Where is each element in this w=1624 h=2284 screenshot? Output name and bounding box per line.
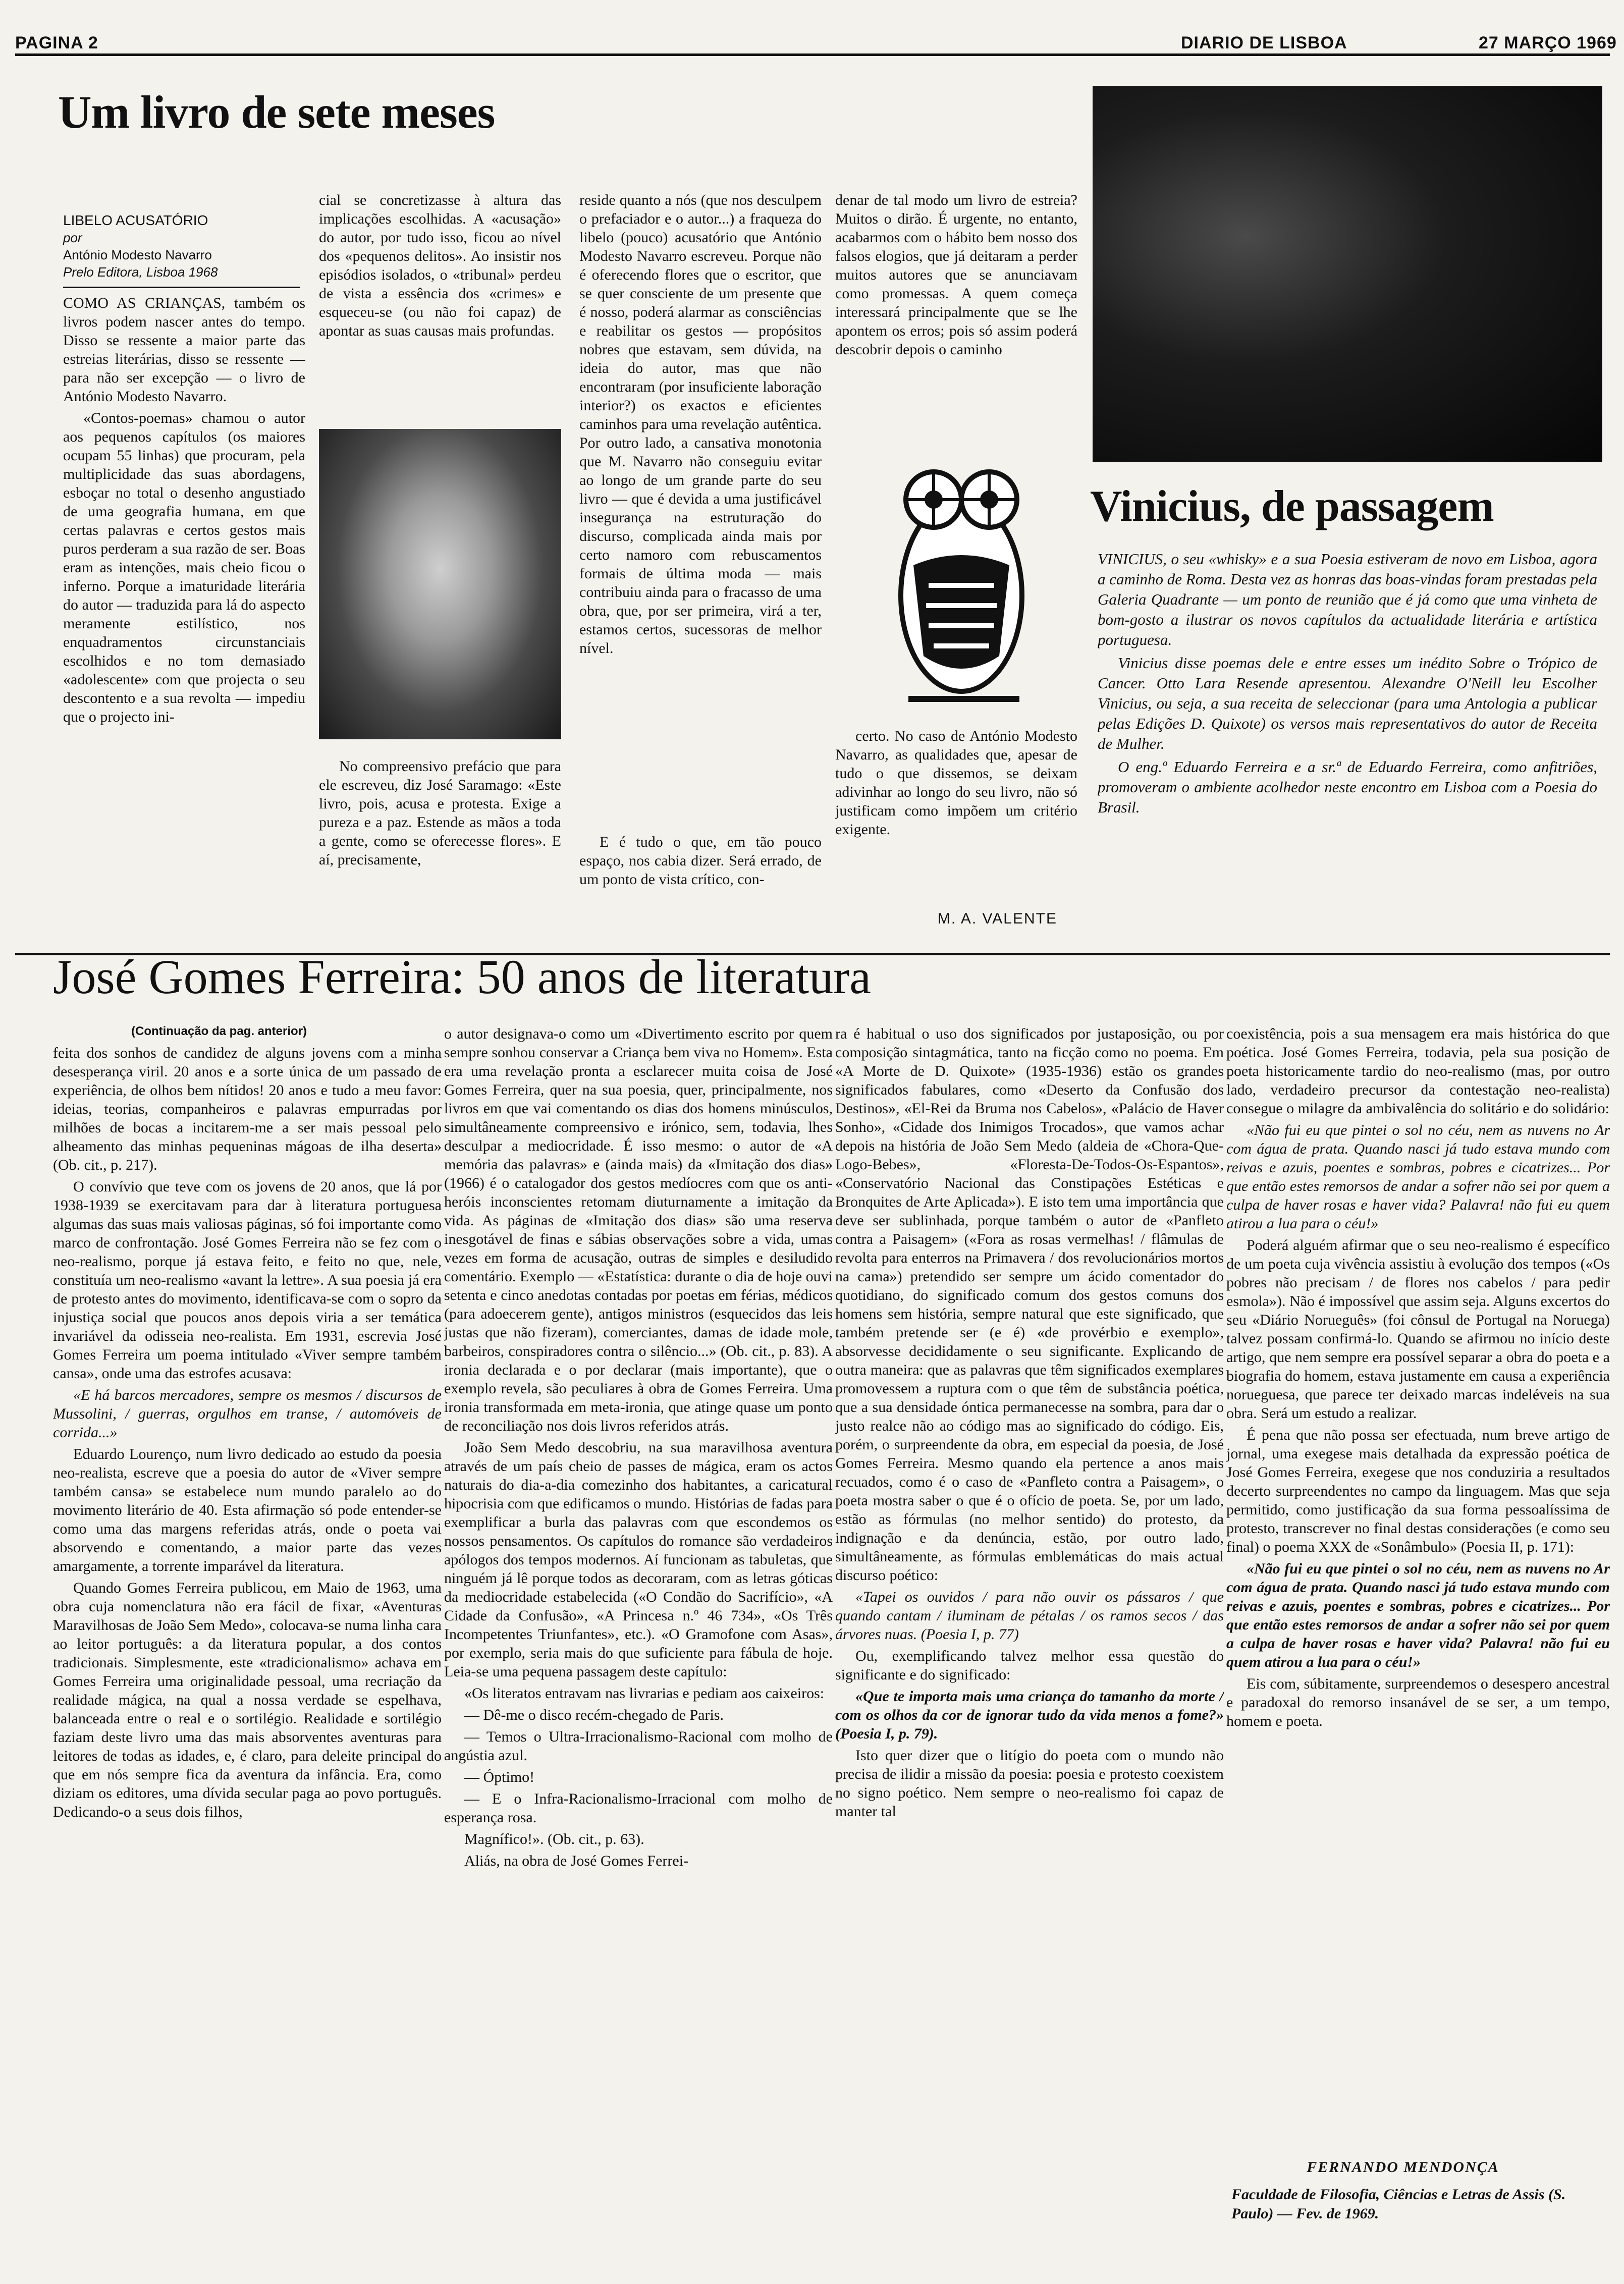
article1-column-3-top — [579, 191, 822, 811]
vinicius-paragraph: Vinicius disse poemas dele e entre esses um inédito Sobre o Trópico de Cancer. Otto Lara Resende apresentou. Alexandre O'Neill leu Escolher Vinicius, ou seja, a sua receita de seleccionar (para uma Antologia a publicar pelas Edições D. Quixote) os versos mais representativos do autor de Receita de Mulher. — [1098, 654, 1597, 752]
article1-paragraph: reside quanto a nós (que nos desculpem o prefaciador e o autor...) a fraqueza do libelo (pouco) acusatório que António Modesto Navarro escreveu. Porque não é oferecendo flores que o escritor, que se quer consciente de um presente que é nosso, poderá alarmar as consciências e reabilitar os gestos — propósitos nobres que estavam, sem dúvida, na ideia do autor, mas que não encontraram (por insuficiente laboração interior?) os exactos e eficientes caminhos para uma revelação autêntica. Por outro lado, a cansativa monotonia que M. Navarro não conseguiu evitar ao longo de um grande parte do seu livro — que é devida a uma justificável insegurança na estruturação do discurso, complicada ainda mais por certo namoro com rebuscamentos formais de última moda — mais contribuiu ainda para o fracasso de uma obra, que, por ser primeira, virá a ter, estamos certos, sucessoras de melhor nível. — [579, 192, 822, 657]
article3-poem-quote: «Que te importa mais uma criança do tamanho da morte / com os olhos da cor de ignorar tudo da vida menos a fome?» (Poesia I, p. 79). — [835, 1688, 1224, 1742]
article1-lead: COMO AS CRIANÇAS, também os livros podem nascer antes do tempo. Disso se ressente a maior parte das estreias literárias, disso se ressente — para não ser excepção — o livro de António Modesto Navarro. — [63, 295, 305, 405]
book-info — [63, 212, 315, 281]
article3-dialogue-line: — E o Infra-Racionalismo-Irracional com molho de esperança rosa. — [444, 1790, 833, 1826]
article3-paragraph: o autor designava-o como um «Divertimento escrito por quem sempre sonhou conservar a Criança bem viva no Homem». Esta era uma revelação pronta a esclarecer muita coisa de José Gomes Ferreira, quer na sua poesia, quer, principalmente, nos livros em que vai comentando os dias dos homens minúsculos, simultâneamente compreensivo e irónico, sem, todavia, lhes desculpar a mediocridade. É isso mesmo: o autor de «A memória das palavras» e (ainda mais) da «Imitação dos dias» (1966) é o catalogador dos gestos medíocres com que os anti-heróis inconscientes retomam diuturnamente a imitação da vida. As páginas de «Imitação dos dias» são uma reserva inesgotável de finas e sábias observações sobre a vida, umas vezes em forma de acusação, outras de simples e desiludido comentário. Exemplo — «Estatística: durante o dia de hoje ouvi setenta e cinco anedotas contadas por poetas em férias, médicos (para adoecerem gente), antigos ministros (esquecidos das leis justas que não fizeram), comerciantes, damas de idade mole, barbeiros, conspiradores contra o silêncio...» (Ob. cit., p. 83). A ironia declarada e o por declarar (mais importante), que o exemplo revela, são peculiares à obra de Gomes Ferreira. Uma ironia transformada em meta-ironia, que atinge quase um ponto de reconciliação nos dois livros referidos atrás. — [444, 1025, 833, 1434]
article3-column-4 — [1226, 1024, 1610, 2150]
article1-column-4-bottom — [835, 727, 1077, 903]
book-author: António Modesto Navarro — [63, 247, 212, 262]
vinicius-paragraph: VINICIUS, o seu «whisky» e a sua Poesia estiveram de novo em Lisboa, agora a caminho de Roma. Desta vez as honras das boas-vindas foram prestadas pela Galeria Quadrante — um ponto de reunião que é já como que uma vinheta de bom-gosto a ilustrar os novos capítulos da actualidade literária e artística portuguesa. — [1098, 550, 1597, 648]
article1-paragraph: denar de tal modo um livro de estreia? Muitos o dirão. É urgente, no entanto, acabarmos com o hábito bem nosso dos falsos elogios, que já deitaram a perder muitos autores que se anunciavam como promessas. A quem começa interessará principalmente que se lhe apontem os erros; pois só assim poderá descobrir depois o caminho — [835, 192, 1077, 358]
article3-dialogue-line: — Dê-me o disco recém-chegado de Paris. — [464, 1707, 724, 1723]
vinicius-photo — [1093, 86, 1602, 462]
article3-paragraph: Isto quer dizer que o litígio do poeta com o mundo não precisa de ilidir a missão da poesia: poesia e protesto coexistem no signo poético. Nem sempre o neo-realismo foi capaz de manter tal — [835, 1747, 1224, 1820]
article3-poem-quote: «Não fui eu que pintei o sol no céu, nem as nuvens no Ar com água de prata. Quando nasci já tudo estava mundo com reivas e azuis, poentes e sombras, pobres e cicatrizes... Por que então estes remorsos de andar a sofrer não sei por quem a culpa de haver rosas e haver vida? Palavra! não fui eu quem atirou a lua para o céu!» — [1226, 1560, 1610, 1670]
book-by: por — [63, 230, 82, 245]
book-info-rule — [63, 287, 300, 288]
article1-column-4-top — [835, 191, 1077, 428]
article3-paragraph: «Os literatos entravam nas livrarias e pediam aos caixeiros: — [464, 1685, 825, 1702]
continuation-note: (Continuação da pag. anterior) — [131, 1024, 307, 1038]
author-portrait-photo — [319, 429, 561, 739]
issue-date: 27 MARÇO 1969 — [1479, 33, 1617, 52]
article1-paragraph: «Contos-poemas» chamou o autor aos pequenos capítulos (os maiores ocupam 55 linhas) que procuram, pela multiplicidade das suas abordagens, esboçar no total o desenho angustiado de uma geografia humana, em que certas palavras e certos gestos mais puros perderam a sua razão de ser. Boas eram as intenções, mais cheio ficou o inferno. Porque a imaturidade literária do autor — traduzida para lá do aspecto meramente estilístico, nos enquadramentos circunstanciais escolhidos e no tom demasiado «adolescente» com que projecta o seu descontento e a sua revolta — impediu que o projecto ini- — [63, 410, 305, 725]
article-title-gomes-ferreira: José Gomes Ferreira: 50 anos de literatura — [53, 950, 871, 1004]
article3-paragraph: Poderá alguém afirmar que o seu neo-realismo é específico de um poeta cuja vivência assistiu à evolução dos tempos («Os pobres não precisam / de flores nos cabelos / para pedir esmola»). Não é impossível que assim seja. Alguns excertos do seu «Diário Norueguês» (foi cônsul de Portugal na Noruega) talvez possam confirmá-lo. Quando se afirmou no início deste artigo, que nem sempre era possível separar a obra do poeta e a biografia do homem, estava justamente em causa a experiência norueguesa, que parece ter deixado marcas indeléveis na sua obra. Será um estudo a realizar. — [1226, 1237, 1610, 1422]
masthead-rule — [15, 53, 1610, 56]
article3-paragraph: ra é habitual o uso dos significados por justaposição, ou por composição sintagmática, tanto na ficção como no poema. Em «A Morte de D. Quixote» (1935-1936) estão os grandes significados fabulares, como «Deserto da Confusão dos Destinos», «El-Rei da Bruma nos Cabelos», «Palácio de Haver Sonho», «Cidade dos Inimigos Trocados», que vamos achar depois na história de João Sem Medo (aldeia de «Chora-Que-Logo-Bebes», «Floresta-De-Todos-Os-Espantos», «Conservatório Nacional das Constipações Estéticas e Bronquites de Arte Aplicada»). E isto tem uma importância que deve ser sublinhada, porque também o autor de «Panfleto contra a Paisagem» («Fora as rosas vermelhas! / flâmulas de revolta para enterros na Primavera / dos revolucionários mortos na cama») pretendido ser sempre um ácido comentador do quotidiano, do significado comum dos gestos comuns dos homens sem história, sempre natural que este significado, que também pretende ser (e é) «de provérbio e exemplo», absorvesse decididamente o seu significante. Explicando de outra maneira: que as palavras que têm significados exemplares promovessem a ruptura com o que têm de substância poética, que a sua densidade óntica permanecesse na sombra, para dar o justo realce não ao código mas ao significado do código. Eis, porém, o surpreendente da obra, em especial da poesia, de José Gomes Ferreira. Mesmo quando ela pertence a anos mais recuados, como é o caso de «Panfleto contra a Paisagem», o poeta mostra saber o que é o ofício de poeta. Se, por um lado, estão as fórmulas (no melhor sentido) do protesto, da indignação e da denúncia, estão, por outro lado, simultâneamente, as fórmulas emblemáticas do mais actual discurso poético: — [835, 1025, 1224, 1584]
page-number: PAGINA 2 — [15, 33, 98, 52]
article3-column-3 — [835, 1024, 1224, 2251]
article3-column-1 — [53, 1044, 442, 2250]
article3-paragraph: Ou, exemplificando talvez melhor essa questão do significante e do significado: — [835, 1648, 1224, 1683]
book-title: LIBELO ACUSATÓRIO — [63, 212, 208, 228]
article3-column-2 — [444, 1024, 833, 2251]
vinicius-paragraph: O eng.º Eduardo Ferreira e a sr.ª de Eduardo Ferreira, como anfitriões, promoveram o ambiente acolhedor neste encontro em Lisboa com a Poesia do Brasil. — [1098, 758, 1597, 816]
article1-signature: M. A. VALENTE — [937, 910, 1057, 927]
article1-column-2-top — [319, 191, 561, 408]
vinicius-article-body — [1098, 549, 1597, 948]
article3-paragraph: feita dos sonhos de candidez de alguns jovens com a minha desesperança viril. 20 anos e a sorte única de um passado de experiência, de olhos bem nítidos! 20 anos e tudo a meu favor: ideias, teorias, companheiros e palavras empurradas por milhões de bocas a incitarem-me a ser mais pessoal pelo alheamento das minhas pequeninas mágoas de ilha deserta» (Ob. cit., p. 217). — [53, 1045, 442, 1173]
article1-paragraph: E é tudo o que, em tão pouco espaço, nos cabia dizer. Será errado, de um ponto de vista crítico, con- — [579, 834, 822, 888]
article3-paragraph: É pena que não possa ser efectuada, num breve artigo de jornal, uma exegese mais detalhada da expressão poética de José Gomes Ferreira, exegese que nos conduziria a resultados decerto surpreendentes no campo da linguagem. Mas que seja permitido, como justificação da sua forma pessoalíssima de protesto, transcrever no final destas considerações (e como seu final) o poema XXX de «Sonâmbulo» (Poesia II, p. 171): — [1226, 1427, 1610, 1555]
article3-dialogue-line: — Temos o Ultra-Irracionalismo-Racional com molho de angústia azul. — [444, 1728, 833, 1764]
article1-paragraph: No compreensivo prefácio que para ele escreveu, diz José Saramago: «Este livro, pois, acusa e protesta. Exige a pureza e a paz. Estende as mãos a toda a gente, como se oferecesse flores». E aí, precisamente, — [319, 758, 561, 868]
article3-paragraph: João Sem Medo descobriu, na sua maravilhosa aventura através de um país cheio de passes de mágica, eram os actos naturais do dia-a-dia comezinho dos habitantes, a caricatural hipocrisia com que edificamos o mundo. Histórias de fadas para exemplificar a burla das palavras com que escondemos os nossos pensamentos. Os capítulos do romance são verdadeiros apólogos dos tempos modernos. Aí funcionam as tabuletas, que ninguém já lê porque todos as decoraram, com as letras góticas da mediocridade estabelecida («O Condão do Sacrifício», «A Cidade da Confusão», «A Princesa n.º 46 734», «Os Três Incompetentes Triunfantes», etc.). «O Gramofone com Asas», por exemplo, seria mais do que suficiente para fábula de hoje. Leia-se uma pequena passagem deste capítulo: — [444, 1439, 833, 1680]
article3-affiliation: Faculdade de Filosofia, Ciências e Letras de Assis (S. Paulo) — Fev. de 1969. — [1231, 2186, 1566, 2222]
article3-paragraph: Quando Gomes Ferreira publicou, em Maio de 1963, uma obra cuja nomenclatura não era fácil de fixar, «Aventuras Maravilhosas de João Sem Medo», colocava-se numa linha cara ao leitor português: a da literatura popular, a dos contos tradicionais. Simplesmente, este «tradicionalismo» achava em Gomes Ferreira uma originalidade pessoal, uma recriação da realidade mágica, na qual a nossa verdade se espelhava, balanceada entre o real e o sortilégio. Realidade e sortilégio faziam deste livro uma das mais absorventes aventuras para leitores de todas as idades, e, é claro, para deleite principal do que em nós sempre fica da aventura da infância. Era, como diziam os editores, uma dívida secular paga ao povo português. Dedicando-o a seus dois filhos, — [53, 1580, 442, 1820]
article3-paragraph: Eis com, súbitamente, surpreendemos o desespero ancestral e paradoxal do remorso insanável de se ser, a um tempo, homem e poeta. — [1226, 1675, 1610, 1729]
article-title-livro: Um livro de sete meses — [58, 86, 495, 138]
article3-poem-quote: «Não fui eu que pintei o sol no céu, nem as nuvens no Ar com água de prata. Quando nasci já tudo estava mundo com reivas e azuis, poentes e sombras, pobres e cicatrizes... Por que então estes remorsos de andar a sofrer não sei por quem a culpa de haver rosas e haver vida? Palavra! não fui eu quem atirou a lua para o céu!» — [1226, 1122, 1610, 1232]
article3-poem-quote: «Tapei os ouvidos / para não ouvir os pássaros / que quando cantam / iluminam de pétalas / os ramos secos / das árvores nuas. (Poesia I, p. 77) — [835, 1589, 1224, 1643]
article3-paragraph: coexistência, pois a sua mensagem era mais histórica do que poética. José Gomes Ferreira, todavia, pela sua posição de poeta historicamente tardio do neo-realismo (mas, por outro lado, verdadeiro precursor da contestação neo-realista) consegue o milagre da ambivalência do solitário e do solidário: — [1226, 1025, 1610, 1117]
article3-signature: FERNANDO MENDONÇA — [1307, 2159, 1499, 2176]
owl-emblem-icon — [878, 444, 1045, 712]
article3-paragraph: Aliás, na obra de José Gomes Ferrei- — [464, 1853, 689, 1869]
article1-paragraph: cial se concretizasse à altura das implicações escolhidas. A «acusação» do autor, por tudo isso, ficou ao nível dos «pequenos delitos». Ao insistir nos episódios isolados, o «tribunal» perdeu de vista a essência dos «crimes» e esqueceu-se (ou não foi capaz) de apontar as suas causas mais profundas. — [319, 192, 561, 339]
article3-paragraph: Eduardo Lourenço, num livro dedicado ao estudo da poesia neo-realista, escreve que a poesia do autor de «Viver sempre também cansa» se estabelece num mundo paralelo ao do movimento literário de 40. Esta afirmação só pode entender-se como uma das margens referidas atrás, onde o poeta vai absorvendo e comentando, a maior parte das vezes amargamente, a torrente imparável da literatura. — [53, 1446, 442, 1574]
article3-dialogue-line: Magnífico!». (Ob. cit., p. 63). — [464, 1831, 644, 1847]
article3-poem-quote: «E há barcos mercadores, sempre os mesmos / discursos de Mussolini, / guerras, orgulhos em transe, / automóveis de corrida...» — [53, 1387, 442, 1441]
article3-dialogue-line: — Óptimo! — [464, 1769, 535, 1785]
article1-paragraph: certo. No caso de António Modesto Navarro, as qualidades que, apesar de tudo o que dissemos, se deixam adivinhar ao longo do seu livro, não só justificam como impõem um critério exigente. — [835, 728, 1077, 838]
article-title-vinicius: Vinicius, de passagem — [1090, 482, 1494, 531]
book-publisher: Prelo Editora, Lisboa 1968 — [63, 264, 218, 280]
newspaper-name: DIARIO DE LISBOA — [1181, 33, 1347, 52]
article3-paragraph: O convívio que teve com os jovens de 20 anos, que lá por 1938-1939 se exercitavam para dar à literatura portuguesa algumas das suas mais valiosas páginas, só foi importante como marco de confrontação. José Gomes Ferreira não se fez com o neo-realismo, porque já estava feito, e feito no que, nele, constituía um neo-realismo «avant la lettre». A sua poesia já era de protesto antes do movimento, identificava-se com o sopro da injustiça social que poucos anos depois viria a ser temática invariável da odisseia neo-realista. Em 1931, escrevia José Gomes Ferreira um poema intitulado «Viver sempre também cansa», onde uma das estrofes acusava: — [53, 1178, 442, 1382]
